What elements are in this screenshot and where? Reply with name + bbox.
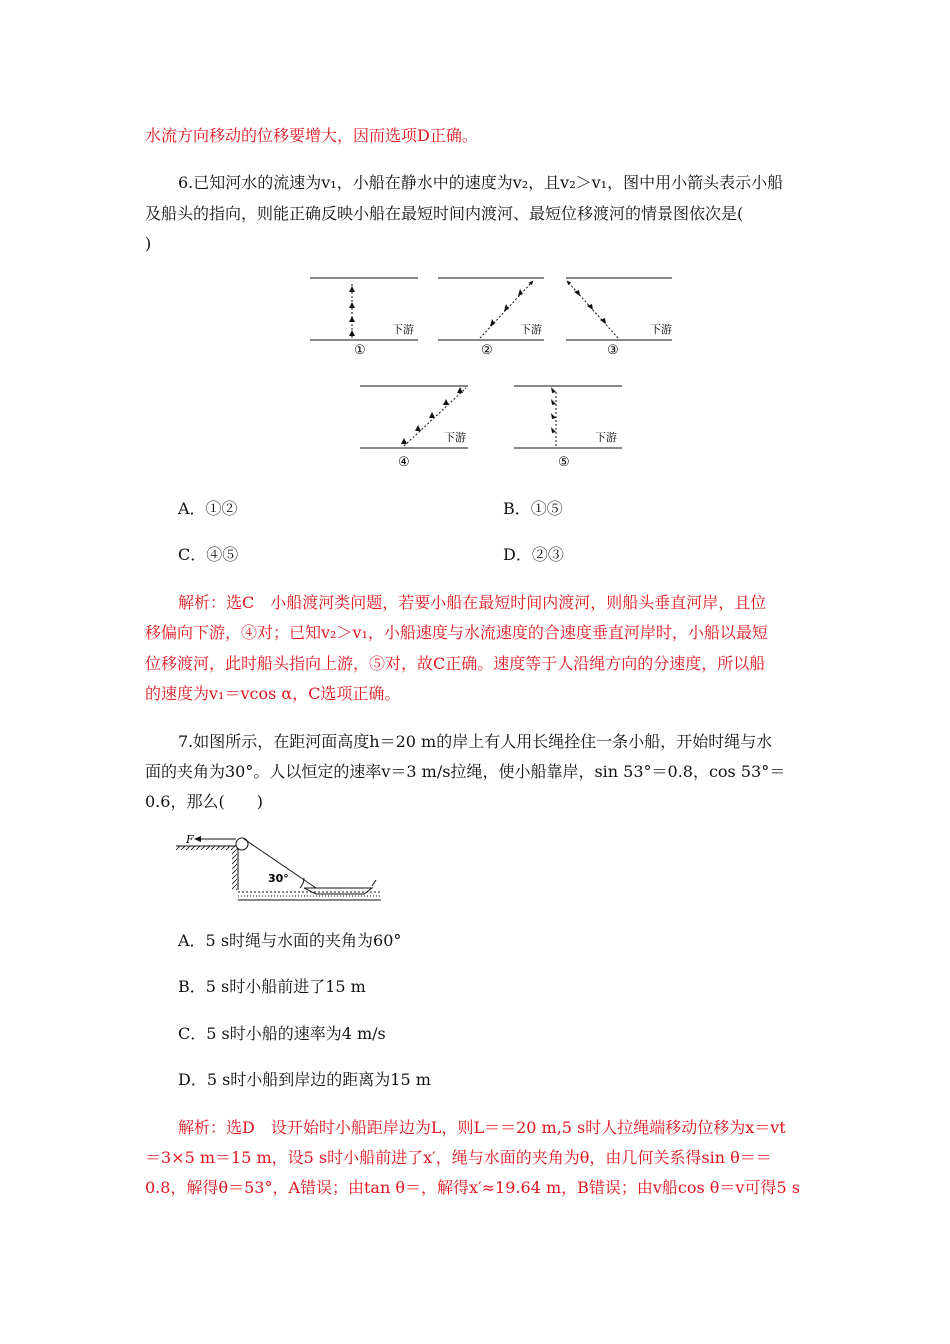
q6-analysis-line-1: 解析：选C 小船渡河类问题，若要小船在最短时间内渡河，则船头垂直河岸，且位 bbox=[178, 593, 767, 612]
q7-figure bbox=[176, 830, 386, 908]
previous-analysis-tail: 水流方向移动的位移要增大，因而选项D正确。 bbox=[145, 126, 478, 145]
q7-option-c[interactable]: C．5 s时小船的速率为4 m/s bbox=[178, 1024, 386, 1043]
q7-analysis-line-3: 0.8，解得θ＝53°，A错误；由tan θ＝，解得x′≈19.64 m，B错误；由v船cos θ＝v可得5 s bbox=[145, 1178, 800, 1197]
q6-diagram-4 bbox=[360, 386, 468, 470]
q6-option-d[interactable]: D．②③ bbox=[503, 545, 564, 564]
q6-diagram-2 bbox=[438, 278, 544, 358]
downstream-label: 下游 bbox=[520, 323, 542, 336]
force-label: F bbox=[186, 833, 194, 846]
q6-option-c[interactable]: C．④⑤ bbox=[178, 545, 239, 564]
q6-diagram-1 bbox=[310, 278, 418, 358]
q6-analysis-line-4: 的速度为v₁＝vcos α，C选项正确。 bbox=[145, 684, 401, 703]
downstream-label: 下游 bbox=[444, 431, 466, 444]
angle-label: 30° bbox=[268, 872, 289, 885]
q7-stem-line-1: 7.如图所示，在距河面高度h＝20 m的岸上有人用长绳拴住一条小船，开始时绳与水 bbox=[178, 732, 773, 751]
figure-number-2: ② bbox=[481, 343, 493, 358]
downstream-label: 下游 bbox=[595, 431, 617, 444]
q7-option-d[interactable]: D．5 s时小船到岸边的距离为15 m bbox=[178, 1070, 431, 1089]
q6-analysis-line-2: 移偏向下游，④对；已知v₂＞v₁，小船速度与水流速度的合速度垂直河岸时，小船以最短 bbox=[145, 623, 768, 642]
downstream-label: 下游 bbox=[392, 323, 414, 336]
q6-stem-line-3: ) bbox=[145, 234, 152, 253]
q7-stem-line-2: 面的夹角为30°。人以恒定的速率v＝3 m/s拉绳，使小船靠岸，sin 53°＝0.8，cos 53°＝ bbox=[145, 762, 786, 781]
q6-option-b[interactable]: B．①⑤ bbox=[503, 499, 563, 518]
figure-number-5: ⑤ bbox=[558, 455, 570, 470]
q7-stem-line-3: 0.6，那么( ) bbox=[145, 792, 263, 811]
q6-option-a[interactable]: A．①② bbox=[178, 499, 238, 518]
q7-analysis-line-1: 解析：选D 设开始时小船距岸边为L，则L＝＝20 m,5 s时人拉绳端移动位移为x＝vt bbox=[178, 1118, 786, 1137]
q6-diagram-3 bbox=[566, 278, 672, 358]
figure-number-3: ③ bbox=[607, 343, 619, 358]
q6-diagram-5 bbox=[514, 386, 622, 470]
q6-stem-line-1: 6.已知河水的流速为v₁，小船在静水中的速度为v₂，且v₂＞v₁，图中用小箭头表示小船 bbox=[178, 173, 784, 192]
q7-option-b[interactable]: B．5 s时小船前进了15 m bbox=[178, 977, 366, 996]
q7-analysis-line-2: ＝3×5 m＝15 m，设5 s时小船前进了x′，绳与水面的夹角为θ，由几何关系得sin θ＝＝ bbox=[145, 1148, 772, 1167]
q7-option-a[interactable]: A．5 s时绳与水面的夹角为60° bbox=[178, 931, 402, 950]
figure-number-1: ① bbox=[354, 343, 366, 358]
downstream-label: 下游 bbox=[650, 323, 672, 336]
q6-analysis-line-3: 位移渡河，此时船头指向上游，⑤对，故C正确。速度等于人沿绳方向的分速度，所以船 bbox=[145, 654, 766, 673]
q6-stem-line-2: 及船头的指向，则能正确反映小船在最短时间内渡河、最短位移渡河的情景图依次是( bbox=[145, 204, 744, 223]
figure-number-4: ④ bbox=[398, 455, 410, 470]
q6-figure bbox=[300, 268, 690, 474]
